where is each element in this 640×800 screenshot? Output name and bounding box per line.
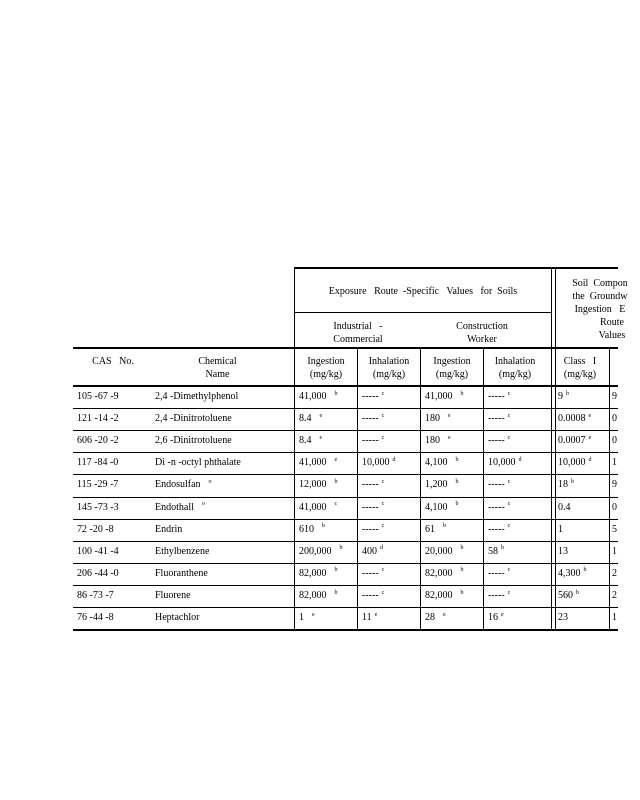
ingestion-cw-cell: 82,000 $^b$ xyxy=(425,567,464,579)
inhalation-ic-cell: ----- $^c$ xyxy=(362,434,385,447)
ingestion-cw-cell: 180 $^e$ xyxy=(425,434,451,447)
chemical-name-cell: 2,6 -Dinitrotoluene xyxy=(155,435,232,447)
ingestion-ic-cell: 610 $^b$ xyxy=(299,523,325,535)
header-left-border xyxy=(294,267,295,348)
inhalation-cw-cell: ----- $^c$ xyxy=(488,523,511,535)
next-column-cell: 9 xyxy=(612,391,617,402)
col-divider-ing2 xyxy=(420,347,421,631)
inhalation-ic-cell: ----- $^c$ xyxy=(362,589,385,601)
row-rule xyxy=(73,541,618,542)
inhalation-ic-cell: ----- $^c$ xyxy=(362,412,385,425)
ingestion-cw-cell: 20,000 $^b$ xyxy=(425,545,464,557)
ingestion-ic-cell: 41,000 $^b$ xyxy=(299,390,338,402)
inhalation-cw-cell: ----- $^c$ xyxy=(488,589,511,601)
next-column-cell: 1 xyxy=(612,545,617,557)
next-column-cell: 1 xyxy=(612,457,617,469)
inhalation-cw-cell: ----- $^c$ xyxy=(488,434,511,447)
col-header-chemical: Chemical Name xyxy=(198,356,237,380)
ingestion-cw-cell: 180 $^e$ xyxy=(425,412,451,425)
inhalation-cw-cell: ----- $^c$ xyxy=(488,390,511,402)
cas-cell: 115 -29 -7 xyxy=(77,479,119,491)
column-header-bottom-rule xyxy=(73,385,618,387)
cas-cell: 72 -20 -8 xyxy=(77,523,114,535)
cas-cell: 86 -73 -7 xyxy=(77,589,114,601)
col-header-inhalation-cw: Inhalation (mg/kg) xyxy=(494,356,536,380)
industrial-commercial-label: Industrial - Commercial xyxy=(333,321,383,345)
row-rule xyxy=(73,629,618,631)
ingestion-cw-cell: 4,100 $^b$ xyxy=(425,501,459,513)
chemical-name-cell: Heptachlor xyxy=(155,612,200,623)
chemical-name-cell: Endothall $^o$ xyxy=(155,501,205,513)
class1-cell: 0.0007 $^e$ xyxy=(558,434,592,447)
col-header-cas: CAS No. xyxy=(92,356,134,367)
header-double-divider xyxy=(551,267,556,348)
row-rule xyxy=(73,474,618,475)
row-rule xyxy=(73,563,618,564)
cas-cell: 145 -73 -3 xyxy=(77,501,119,513)
inhalation-ic-cell: 10,000 $^d$ xyxy=(362,456,396,469)
next-column-cell: 0 xyxy=(612,435,617,447)
col-header-ingestion-ic: Ingestion (mg/kg) xyxy=(307,356,345,380)
table-top-rule xyxy=(294,267,618,269)
chemical-name-cell: Ethylbenzene xyxy=(155,545,210,557)
ingestion-ic-cell: 8.4 $^e$ xyxy=(299,434,323,447)
inhalation-cw-cell: ----- $^c$ xyxy=(488,412,511,425)
class1-cell: 0.4 xyxy=(558,501,571,513)
cas-cell: 606 -20 -2 xyxy=(77,435,119,447)
ingestion-cw-cell: 41,000 $^b$ xyxy=(425,390,464,402)
inhalation-cw-cell: ----- $^c$ xyxy=(488,479,511,491)
class1-cell: 560 $^b$ xyxy=(558,589,579,601)
class1-cell: 18 $^b$ xyxy=(558,479,574,491)
exposure-subheader-rule xyxy=(294,312,552,313)
inhalation-ic-cell: ----- $^c$ xyxy=(362,523,385,535)
ingestion-ic-cell: 41,000 $^c$ xyxy=(299,501,338,513)
cas-cell: 76 -44 -8 xyxy=(77,612,114,623)
soil-component-title: Soil Compon the Groundw Ingestion E Route Values xyxy=(572,278,628,341)
ingestion-ic-cell: 1 $^e$ xyxy=(299,611,315,623)
row-rule xyxy=(73,408,618,409)
inhalation-cw-cell: 58 $^b$ xyxy=(488,545,504,557)
ingestion-ic-cell: 200,000 $^b$ xyxy=(299,545,343,557)
next-column-cell: 0 xyxy=(612,501,617,513)
chemical-name-cell: Fluoranthene xyxy=(155,567,208,579)
row-rule xyxy=(73,585,618,586)
ingestion-cw-cell: 61 $^b$ xyxy=(425,523,446,535)
inhalation-ic-cell: 400 $^d$ xyxy=(362,545,383,557)
inhalation-ic-cell: 11 $^e$ xyxy=(362,611,378,623)
ingestion-ic-cell: 82,000 $^b$ xyxy=(299,567,338,579)
inhalation-ic-cell: ----- $^c$ xyxy=(362,479,385,491)
ingestion-ic-cell: 8.4 $^e$ xyxy=(299,412,323,425)
inhalation-cw-cell: ----- $^c$ xyxy=(488,501,511,513)
inhalation-cw-cell: 16 $^e$ xyxy=(488,611,504,623)
chemical-name-cell: Endosulfan $^o$ xyxy=(155,479,212,491)
cas-cell: 105 -67 -9 xyxy=(77,391,119,402)
chemical-name-cell: Di -n -octyl phthalate xyxy=(155,457,241,469)
inhalation-cw-cell: ----- $^c$ xyxy=(488,567,511,579)
row-rule xyxy=(73,519,618,520)
next-column-cell: 0 xyxy=(612,413,617,425)
row-rule xyxy=(73,430,618,431)
construction-worker-label: Construction Worker xyxy=(456,321,508,345)
chemical-name-cell: 2,4 -Dinitrotoluene xyxy=(155,413,232,425)
row-rule xyxy=(73,497,618,498)
col-divider-next xyxy=(609,347,610,631)
class1-cell: 9 $^b$ xyxy=(558,390,569,402)
next-column-cell: 2 xyxy=(612,589,617,601)
inhalation-ic-cell: ----- $^c$ xyxy=(362,390,385,402)
col-divider-class1 xyxy=(551,347,556,631)
col-header-class1: Class I (mg/kg) xyxy=(563,356,597,380)
ingestion-ic-cell: 82,000 $^b$ xyxy=(299,589,338,601)
class1-cell: 4,300 $^b$ xyxy=(558,567,587,579)
ingestion-cw-cell: 28 $^e$ xyxy=(425,611,446,623)
class1-cell: 0.0008 $^e$ xyxy=(558,412,592,425)
col-header-ingestion-cw: Ingestion (mg/kg) xyxy=(433,356,471,380)
ingestion-ic-cell: 41,000 $^e$ xyxy=(299,456,338,469)
next-column-cell: 2 xyxy=(612,567,617,579)
col-divider-inh2 xyxy=(483,347,484,631)
class1-cell: 10,000 $^d$ xyxy=(558,456,592,469)
chemical-name-cell: Fluorene xyxy=(155,589,191,601)
cas-cell: 121 -14 -2 xyxy=(77,413,119,425)
inhalation-cw-cell: 10,000 $^d$ xyxy=(488,456,522,469)
inhalation-ic-cell: ----- $^c$ xyxy=(362,501,385,513)
row-rule xyxy=(73,452,618,453)
chemical-name-cell: Endrin xyxy=(155,523,183,535)
next-column-cell: 1 xyxy=(612,612,617,623)
col-divider-inh1 xyxy=(357,347,358,631)
cas-cell: 100 -41 -4 xyxy=(77,545,119,557)
ingestion-cw-cell: 82,000 $^b$ xyxy=(425,589,464,601)
class1-cell: 1 xyxy=(558,523,563,535)
col-divider-ing1 xyxy=(294,347,295,631)
next-column-cell: 9 xyxy=(612,479,617,491)
class1-cell: 23 xyxy=(558,612,568,623)
col-header-inhalation-ic: Inhalation (mg/kg) xyxy=(368,356,410,380)
column-header-top-rule xyxy=(73,347,618,349)
chemical-name-cell: 2,4 -Dimethylphenol xyxy=(155,391,239,402)
ingestion-cw-cell: 4,100 $^b$ xyxy=(425,456,459,469)
next-column-cell: 5 xyxy=(612,523,617,535)
exposure-route-title: Exposure Route -Specific Values for Soils xyxy=(328,286,518,297)
cas-cell: 117 -84 -0 xyxy=(77,457,119,469)
class1-cell: 13 xyxy=(558,545,568,557)
row-rule xyxy=(73,607,618,608)
inhalation-ic-cell: ----- $^c$ xyxy=(362,567,385,579)
ingestion-cw-cell: 1,200 $^b$ xyxy=(425,479,459,491)
ingestion-ic-cell: 12,000 $^b$ xyxy=(299,479,338,491)
cas-cell: 206 -44 -0 xyxy=(77,567,119,579)
